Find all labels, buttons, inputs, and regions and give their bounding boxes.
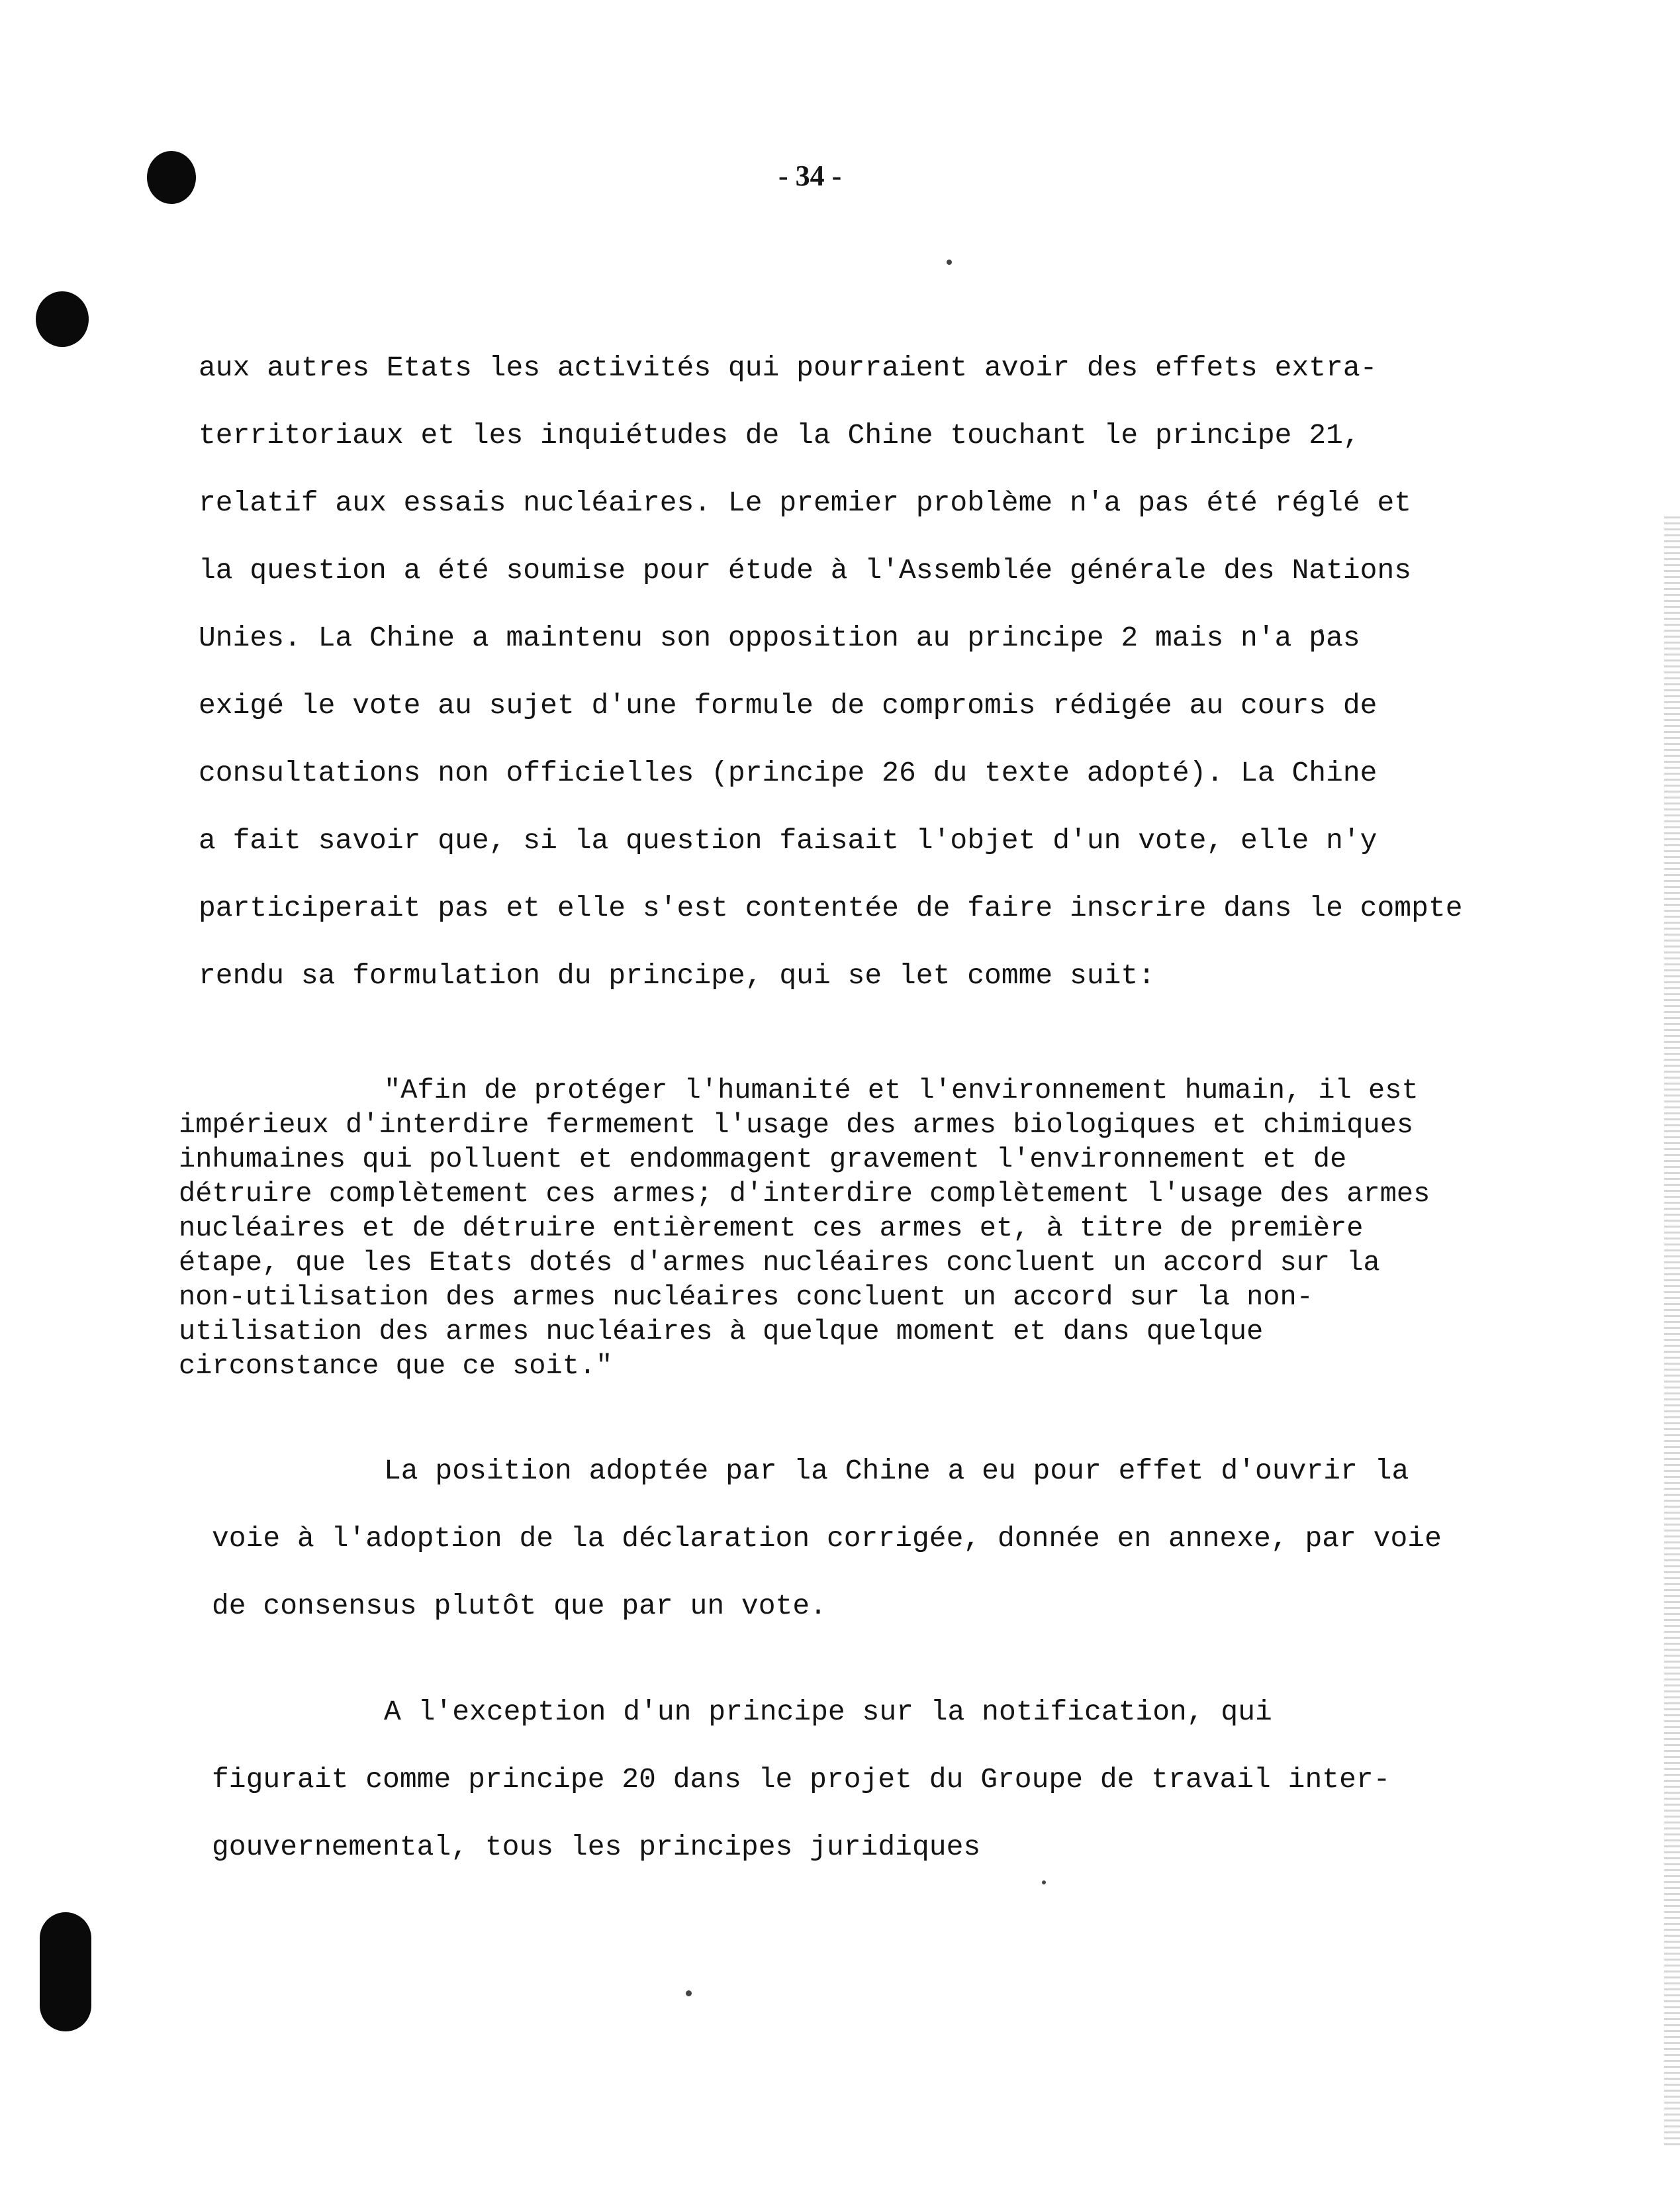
text-line: la question a été soumise pour étude à l'Assemblée générale des Nations xyxy=(199,554,1412,587)
text-line: relatif aux essais nucléaires. Le premier problème n'a pas été réglé et xyxy=(199,487,1412,519)
text-line: territoriaux et les inquiétudes de la Chine touchant le principe 21, xyxy=(199,419,1360,452)
punch-hole-top xyxy=(147,151,196,204)
quote-line: "Afin de protéger l'humanité et l'environnement humain, il est xyxy=(384,1075,1419,1106)
text-line: figurait comme principe 20 dans le projet du Groupe de travail inter- xyxy=(212,1763,1391,1796)
scan-speck xyxy=(1042,1880,1046,1884)
scan-margin-strip xyxy=(1664,516,1680,2145)
quote-line: utilisation des armes nucléaires à quelque moment et dans quelque xyxy=(179,1316,1264,1347)
text-line: de consensus plutôt que par un vote. xyxy=(212,1590,827,1622)
punch-hole-bottom xyxy=(40,1912,91,2031)
text-line: aux autres Etats les activités qui pourraient avoir des effets extra- xyxy=(199,352,1377,384)
quote-line: détruire complètement ces armes; d'interdire complètement l'usage des armes xyxy=(179,1178,1430,1210)
text-line: A l'exception d'un principe sur la notification, qui xyxy=(384,1696,1272,1728)
text-line: consultations non officielles (principe 26 du texte adopté). La Chine xyxy=(199,757,1377,789)
quote-line: nucléaires et de détruire entièrement ces armes et, à titre de première xyxy=(179,1212,1364,1244)
scan-speck xyxy=(686,1990,692,1996)
text-line: participerait pas et elle s'est contentée de faire inscrire dans le compte xyxy=(199,892,1463,924)
text-line: rendu sa formulation du principe, qui se let comme suit: xyxy=(199,959,1156,992)
text-line: voie à l'adoption de la déclaration corrigée, donnée en annexe, par voie xyxy=(212,1522,1442,1555)
page-number: - 34 - xyxy=(778,160,842,192)
quote-line: étape, que les Etats dotés d'armes nucléaires concluent un accord sur la xyxy=(179,1247,1380,1279)
punch-hole-middle xyxy=(36,291,89,347)
text-line: gouvernemental, tous les principes juridiques xyxy=(212,1831,981,1863)
scan-speck xyxy=(947,260,952,265)
text-line: La position adoptée par la Chine a eu pour effet d'ouvrir la xyxy=(384,1455,1409,1487)
quote-line: inhumaines qui polluent et endommagent gravement l'environnement et de xyxy=(179,1143,1347,1175)
text-line: Unies. La Chine a maintenu son opposition au principe 2 mais n'a pas xyxy=(199,622,1360,654)
quote-line: non-utilisation des armes nucléaires concluent un accord sur la non- xyxy=(179,1281,1313,1313)
quote-line: circonstance que ce soit." xyxy=(179,1350,613,1382)
quote-line: impérieux d'interdire fermement l'usage des armes biologiques et chimiques xyxy=(179,1109,1414,1141)
text-line: exigé le vote au sujet d'une formule de compromis rédigée au cours de xyxy=(199,689,1377,722)
text-line: a fait savoir que, si la question faisait l'objet d'un vote, elle n'y xyxy=(199,824,1377,857)
